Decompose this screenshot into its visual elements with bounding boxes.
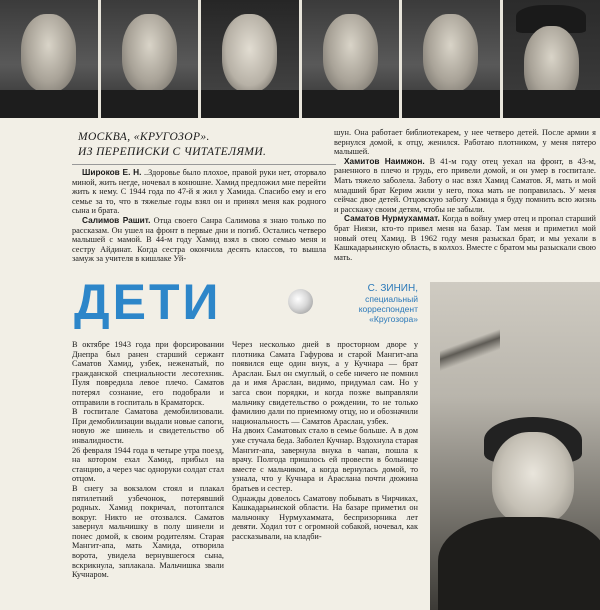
letter-author: Широков Е. Н. <box>82 167 142 177</box>
portrait-woman <box>201 0 299 118</box>
letter-author: Салимов Рашит. <box>82 214 151 225</box>
letter-text: ..Здоровье было плохое, правой руки нет, оторвало миной, жить негде, ночевал в конюшне. Хамид предложил мне перейти жить к нему. С 1944 года по 47-й я жил у Хамида. Спасибо ему и его семье за то, что в тяжелые годы взял он и принял меня как родного сына и брата. <box>72 168 326 216</box>
portrait-strip <box>0 0 600 118</box>
article-column-2: Через несколько дней в просторном дворе у плотника Самата Гафурова и старой Мангит-апа появился еще один внук, а у Кучнара — брат Арaслан. Был он смуглый, о себе ничего не помнил да и имя Арaслан, видимо, придумал сам. Но у загса свои порядки, и когда позже выправляли мальчику свидетельство о рождении, то не только фамилию дали по приемному отцу, но и обозначили национальность — Саматов Арaслан, узбек. На двоих Саматовых стало в семье больше. А в дом уже стучала беда. Заболел Кучнар. Вздохнула старая Мангит-апа, завернула внука в чапан, пошла к врачу. Полгода пришлось ей провести в больнице вместе с мальчиком, а когда вернулась домой, то узнала, что у Кучнара и Арaслана почти дюжина братьев и сестер. Однажды довелось Саматову побывать в Чирчиках, Кашкадарьинской области. На базаре приметил он мальчонку Нурмухаммата, беспризорника лет девяти. Ходил тот с огромной собакой, ночевал, как рассказывали, на кладби- <box>232 340 418 541</box>
letters-left-column <box>72 168 326 264</box>
article-title: ДЕТИ <box>74 274 222 330</box>
portrait-young-man <box>402 0 500 118</box>
letter-text: Отца своего Санра Салимова я знаю только по рассказам. Он ушел на фронт в первые дни и погиб. Остались четверо малышей с мамой. В 44-м году Хамид взял в свою семью меня и сестру Айдинат. Когда сестра окончила десять классов, то вышла замуж за учителя в кишлаке Уй- <box>72 215 326 264</box>
letter-khamitov <box>334 157 596 215</box>
portrait-man-1 <box>0 0 98 118</box>
letter-salimov <box>72 216 326 264</box>
flexidisc-icon[interactable] <box>288 289 313 314</box>
portrait-elder <box>101 0 199 118</box>
letter-author: Саматов Нурмухаммат. <box>344 213 440 224</box>
child-photo <box>430 282 600 610</box>
letter-text: Когда в войну умер отец и пропал старший брат Ниязи, кто-то привел меня на базар. Там меня и приметил мой новый отец Хамид. В 1962 году меня разыскал брат, и мы уехали в Кашкадарьинскую область, в колхоз. Вместе с братом мы разыскали свою мать. <box>334 214 596 262</box>
portrait-man-2 <box>302 0 400 118</box>
letter-samatov-n <box>334 214 596 262</box>
letter-continued <box>334 128 596 157</box>
letter-author: Хамитов Наимжон. <box>344 155 425 166</box>
portrait-man-cap <box>503 0 600 118</box>
byline <box>320 284 418 324</box>
letter-text: В 41-м году отец уехал на фронт, в 43-м, раненного в плечо и грудь, его привели домой, и он умер в госпитале. Мать тяжело заболела. Заботу о нас взял Хамид Саматов. Я, мать и мой младший брат Керим жили у него, пока мать не поправилась. У меня сейчас двое детей. Отцовскую заботу Хамида я буду помнить всю жизнь и расскажу своим детям, чтобы не забыли. <box>334 156 597 214</box>
header-rule <box>72 164 336 165</box>
header-subtitle: ИЗ ПЕРЕПИСКИ С ЧИТАТЕЛЯМИ. <box>78 146 267 158</box>
article-column-1: В октябре 1943 года при форсировании Днепра был ранен старший сержант Саматов Хамид, узбек, неженатый, по гражданской специальности лесотехник. Пуля повредила левое плечо. Саматов потерял сознание, его подобрали и отправили в госпиталь в Краматорск. В госпитале Саматова демобилизовали. При демобилизации выдали новые сапоги, новую же шинель и свидетельство об инвалидности. 26 февраля 1944 года в четыре утра поезд, на котором ехал Хамид, прибыл на станцию, а через час одноруки солдат стал отцом. В снегу за вокзалом стоял и плакал пятилетний узбечонок, потерявший родных. Хамид покричал, потоптался вокруг. Никто не отозвался. Саматов завернул мальчишку в полу шинели и понес домой, к своим родителям. Старая Мангит-апа, мать Хамида, отворила ворота, увидела вернувшегося сына, вскрикнула, заплакала. Мальчишка звали Кучнаром. <box>72 340 224 580</box>
letter-text: шун. Она работает библиотекарем, у нее четверо детей. После армии я вернулся домой, к отцу, женился. Работаю плотником, у меня пятеро малышей. <box>334 128 596 157</box>
header-location: МОСКВА, «КРУГОЗОР». <box>78 131 210 143</box>
letters-right-column <box>334 128 596 262</box>
byline-author: С. ЗИНИН, <box>367 283 418 294</box>
byline-role: специальный корреспондент «Кругозора» <box>358 294 418 324</box>
letter-shirokov <box>72 168 326 216</box>
letters-header <box>78 130 328 160</box>
